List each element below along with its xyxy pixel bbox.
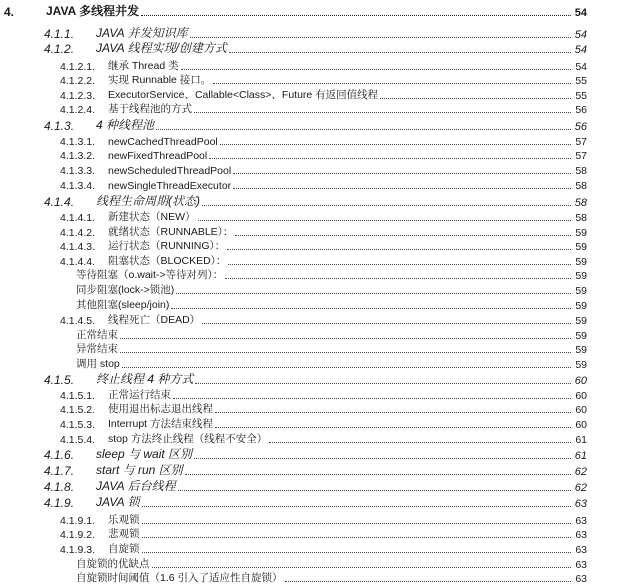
toc-entry-number: 4.1.2.3. <box>60 90 96 102</box>
dot-leader <box>185 474 571 475</box>
toc-entry-number: 4.1.9.1. <box>60 515 96 527</box>
toc-entry[interactable] <box>0 356 587 371</box>
toc-entry-title: start 与 run 区别 <box>96 463 183 477</box>
toc-entry[interactable] <box>0 387 587 402</box>
toc-entry-page-number: 63 <box>574 498 587 510</box>
toc-entry-number: 4.1.3.4. <box>60 180 96 192</box>
dot-leader <box>194 112 571 113</box>
toc-entry[interactable] <box>0 238 587 253</box>
toc-entry[interactable] <box>0 526 587 541</box>
toc-entry[interactable] <box>0 177 587 192</box>
dot-leader <box>235 235 571 236</box>
dot-leader <box>229 52 571 53</box>
toc-entry-number: 4.1.2.1. <box>60 61 96 73</box>
toc-entry-page-number: 59 <box>575 330 587 342</box>
dot-leader <box>190 37 571 38</box>
toc-entry[interactable] <box>0 4 587 19</box>
dot-leader <box>181 69 571 70</box>
toc-entry-page-number: 59 <box>575 359 587 371</box>
toc-entry-number: 4.1.8. <box>44 480 75 494</box>
toc-entry[interactable] <box>0 194 587 209</box>
dot-leader <box>194 458 571 459</box>
toc-entry-title: sleep 与 wait 区别 <box>96 447 193 461</box>
toc-entry[interactable] <box>0 118 587 133</box>
toc-entry-page-number: 59 <box>575 285 587 297</box>
dot-leader <box>198 220 572 221</box>
toc-entry[interactable] <box>0 147 587 162</box>
toc-entry-page-number: 56 <box>574 121 587 133</box>
dot-leader <box>215 427 571 428</box>
toc-entry[interactable] <box>0 512 587 527</box>
toc-entry-page-number: 63 <box>575 544 587 556</box>
toc-entry-number: 4.1.2.2. <box>60 75 96 87</box>
dot-leader <box>141 15 571 16</box>
toc-entry[interactable] <box>0 447 587 462</box>
dot-leader <box>269 442 571 443</box>
toc-entry-number: 4.1.3.3. <box>60 165 96 177</box>
toc-entry-page-number: 59 <box>575 344 587 356</box>
toc-entry[interactable] <box>0 26 587 41</box>
toc-entry[interactable] <box>0 312 587 327</box>
toc-entry-page-number: 55 <box>575 75 587 87</box>
toc-entry-title: newFixedThreadPool <box>108 150 208 162</box>
toc-entry[interactable] <box>0 224 587 239</box>
toc-entry-number: 4.1.4.1. <box>60 212 96 224</box>
toc-entry-page-number: 57 <box>575 136 587 148</box>
toc-entry-page-number: 60 <box>575 390 587 402</box>
toc-entry-page-number: 54 <box>575 61 587 73</box>
toc-entry-title: newCachedThreadPool <box>108 136 218 148</box>
toc-entry-title: 自旋锁 <box>108 543 140 555</box>
toc-entry-number: 4.1.2. <box>44 42 75 56</box>
toc-entry-page-number: 58 <box>574 197 587 209</box>
toc-entry-title: 正常结束 <box>76 329 118 341</box>
toc-entry-number: 4.1.7. <box>44 464 75 478</box>
toc-entry[interactable] <box>0 541 587 556</box>
toc-entry-number: 4.1.4.4. <box>60 256 96 268</box>
toc-entry[interactable] <box>0 58 587 73</box>
toc-entry-number: 4.1.3. <box>44 119 75 133</box>
toc-entry-page-number: 56 <box>575 104 587 116</box>
toc-entry-title: JAVA 后台线程 <box>96 479 176 493</box>
toc-entry[interactable] <box>0 209 587 224</box>
toc-entry-page-number: 60 <box>574 375 587 387</box>
toc-entry-page-number: 63 <box>575 559 587 571</box>
toc-entry[interactable] <box>0 431 587 446</box>
toc-entry[interactable] <box>0 297 587 312</box>
dot-leader <box>285 581 571 582</box>
toc-entry-title: 调用 stop <box>76 358 120 370</box>
dot-leader <box>233 188 571 189</box>
dot-leader <box>120 352 571 353</box>
toc-entry-title: newSingleThreadExecutor <box>108 180 232 192</box>
toc-entry-page-number: 54 <box>574 29 587 41</box>
toc-entry-title: stop 方法终止线程（线程不安全） <box>108 433 268 445</box>
dot-leader <box>171 308 571 309</box>
toc-entry-title: JAVA 锁 <box>96 495 140 509</box>
toc-entry[interactable] <box>0 72 587 87</box>
toc-entry-page-number: 61 <box>574 450 587 462</box>
toc-entry-number: 4. <box>4 5 15 19</box>
dot-leader <box>227 249 571 250</box>
toc-entry-page-number: 59 <box>575 241 587 253</box>
toc-entry[interactable] <box>0 87 587 102</box>
toc-entry[interactable] <box>0 327 587 342</box>
dot-leader <box>213 83 571 84</box>
toc-entry-page-number: 63 <box>575 529 587 541</box>
dot-leader <box>142 523 572 524</box>
dot-leader <box>202 323 571 324</box>
toc-entry-title: 使用退出标志退出线程 <box>108 403 213 415</box>
dot-leader <box>142 537 572 538</box>
toc-entry-title: 正常运行结束 <box>108 389 171 401</box>
toc-entry-title: newScheduledThreadPool <box>108 165 232 177</box>
toc-entry-title: 就绪状态（RUNNABLE）： <box>108 226 234 238</box>
toc-entry-page-number: 61 <box>575 434 587 446</box>
dot-leader <box>202 205 571 206</box>
toc-entry-number: 4.1.5.4. <box>60 434 96 446</box>
toc-entry-title: 悲观锁 <box>108 528 140 540</box>
toc-entry-number: 4.1.5. <box>44 373 75 387</box>
toc-entry[interactable] <box>0 479 587 494</box>
toc-entry-page-number: 59 <box>575 315 587 327</box>
toc-entry-page-number: 60 <box>575 404 587 416</box>
toc-entry-title: 乐观锁 <box>108 514 140 526</box>
toc-entry-title: 异常结束 <box>76 343 118 355</box>
toc-entry-page-number: 57 <box>575 150 587 162</box>
toc-entry[interactable] <box>0 463 587 478</box>
toc-entry-title: JAVA 线程实现/创建方式 <box>96 41 227 55</box>
toc-entry[interactable] <box>0 341 587 356</box>
toc-entry-number: 4.1.5.1. <box>60 390 96 402</box>
toc-entry-number: 4.1.4.5. <box>60 315 96 327</box>
toc-entry[interactable] <box>0 556 587 571</box>
toc-entry-title: JAVA 并发知识库 <box>96 26 188 40</box>
dot-leader <box>152 567 572 568</box>
toc-entry-number: 4.1.9. <box>44 496 75 510</box>
dot-leader <box>156 129 571 130</box>
toc-entry-page-number: 58 <box>575 212 587 224</box>
toc-entry-number: 4.1.4. <box>44 195 75 209</box>
dot-leader <box>173 398 571 399</box>
toc-entry[interactable] <box>0 253 587 268</box>
toc-entry-title: 线程生命周期(状态) <box>96 194 200 208</box>
toc-entry-page-number: 63 <box>575 515 587 527</box>
toc-entry-page-number: 59 <box>575 300 587 312</box>
dot-leader <box>225 278 571 279</box>
toc-entry-title: ExecutorService、Callable<Class>、Future 有返回值线程 <box>108 89 379 101</box>
toc-entry-page-number: 58 <box>575 180 587 192</box>
toc-entry-page-number: 59 <box>575 270 587 282</box>
dot-leader <box>209 158 571 159</box>
toc-entry-number: 4.1.9.2. <box>60 529 96 541</box>
toc-entry-number: 4.1.5.2. <box>60 404 96 416</box>
toc-entry-number: 4.1.2.4. <box>60 104 96 116</box>
toc-entry[interactable] <box>0 570 587 585</box>
toc-entry-page-number: 59 <box>575 256 587 268</box>
toc-entry-title: 等待阻塞（o.wait->等待对列）： <box>76 269 224 281</box>
toc-entry-title: JAVA 多线程并发 <box>46 4 140 18</box>
toc-entry-page-number: 54 <box>574 7 587 19</box>
toc-entry[interactable] <box>0 495 587 510</box>
toc-entry-title: Interrupt 方法结束线程 <box>108 418 214 430</box>
dot-leader <box>380 98 571 99</box>
toc-entry-title: 实现 Runnable 接口。 <box>108 74 212 86</box>
toc-entry-title: 阻塞状态（BLOCKED）： <box>108 255 227 267</box>
toc-entry-page-number: 62 <box>574 466 587 478</box>
toc-entry-number: 4.1.9.3. <box>60 544 96 556</box>
toc-entry-title: 4 种线程池 <box>96 118 155 132</box>
dot-leader <box>220 144 571 145</box>
dot-leader <box>228 264 571 265</box>
dot-leader <box>120 338 571 339</box>
dot-leader <box>176 293 571 294</box>
toc-entry[interactable] <box>0 401 587 416</box>
toc-entry-number: 4.1.3.2. <box>60 150 96 162</box>
toc-entry-page-number: 63 <box>575 573 587 585</box>
toc-entry-title: 运行状态（RUNNING）： <box>108 240 226 252</box>
toc-entry-title: 同步阻塞(lock->锁池) <box>76 284 175 296</box>
toc-entry-page-number: 54 <box>574 44 587 56</box>
dot-leader <box>122 367 571 368</box>
toc-entry-page-number: 55 <box>575 90 587 102</box>
toc-entry-title: 新建状态（NEW） <box>108 211 196 223</box>
toc-entry-title: 终止线程 4 种方式 <box>96 372 194 386</box>
toc-entry-title: 自旋锁的优缺点 <box>76 558 150 570</box>
toc-entry-number: 4.1.4.3. <box>60 241 96 253</box>
toc-entry-page-number: 58 <box>575 165 587 177</box>
dot-leader <box>215 412 571 413</box>
toc-entry[interactable] <box>0 101 587 116</box>
toc-entry-title: 继承 Thread 类 <box>108 60 179 72</box>
dot-leader <box>195 383 571 384</box>
toc-entry-page-number: 62 <box>574 482 587 494</box>
dot-leader <box>233 173 571 174</box>
toc-entry-number: 4.1.1. <box>44 27 75 41</box>
toc-entry[interactable] <box>0 372 587 387</box>
toc-entry-number: 4.1.3.1. <box>60 136 96 148</box>
toc-entry-title: 基于线程池的方式 <box>108 103 192 115</box>
toc-entry[interactable] <box>0 41 587 56</box>
toc-entry-title: 其他阻塞(sleep/join) <box>76 299 170 311</box>
toc-entry[interactable] <box>0 267 587 282</box>
toc-entry-number: 4.1.4.2. <box>60 227 96 239</box>
dot-leader <box>178 490 571 491</box>
toc-entry[interactable] <box>0 416 587 431</box>
dot-leader <box>142 506 571 507</box>
toc-entry-number: 4.1.5.3. <box>60 419 96 431</box>
toc-entry[interactable] <box>0 162 587 177</box>
dot-leader <box>142 552 572 553</box>
toc-entry-number: 4.1.6. <box>44 448 75 462</box>
toc-entry-page-number: 59 <box>575 227 587 239</box>
toc-entry-title: 线程死亡（DEAD） <box>108 314 201 326</box>
toc-entry[interactable] <box>0 282 587 297</box>
toc-entry[interactable] <box>0 133 587 148</box>
toc-entry-title: 自旋锁时间阈值（1.6 引入了适应性自旋锁） <box>76 572 283 584</box>
toc-entry-page-number: 60 <box>575 419 587 431</box>
